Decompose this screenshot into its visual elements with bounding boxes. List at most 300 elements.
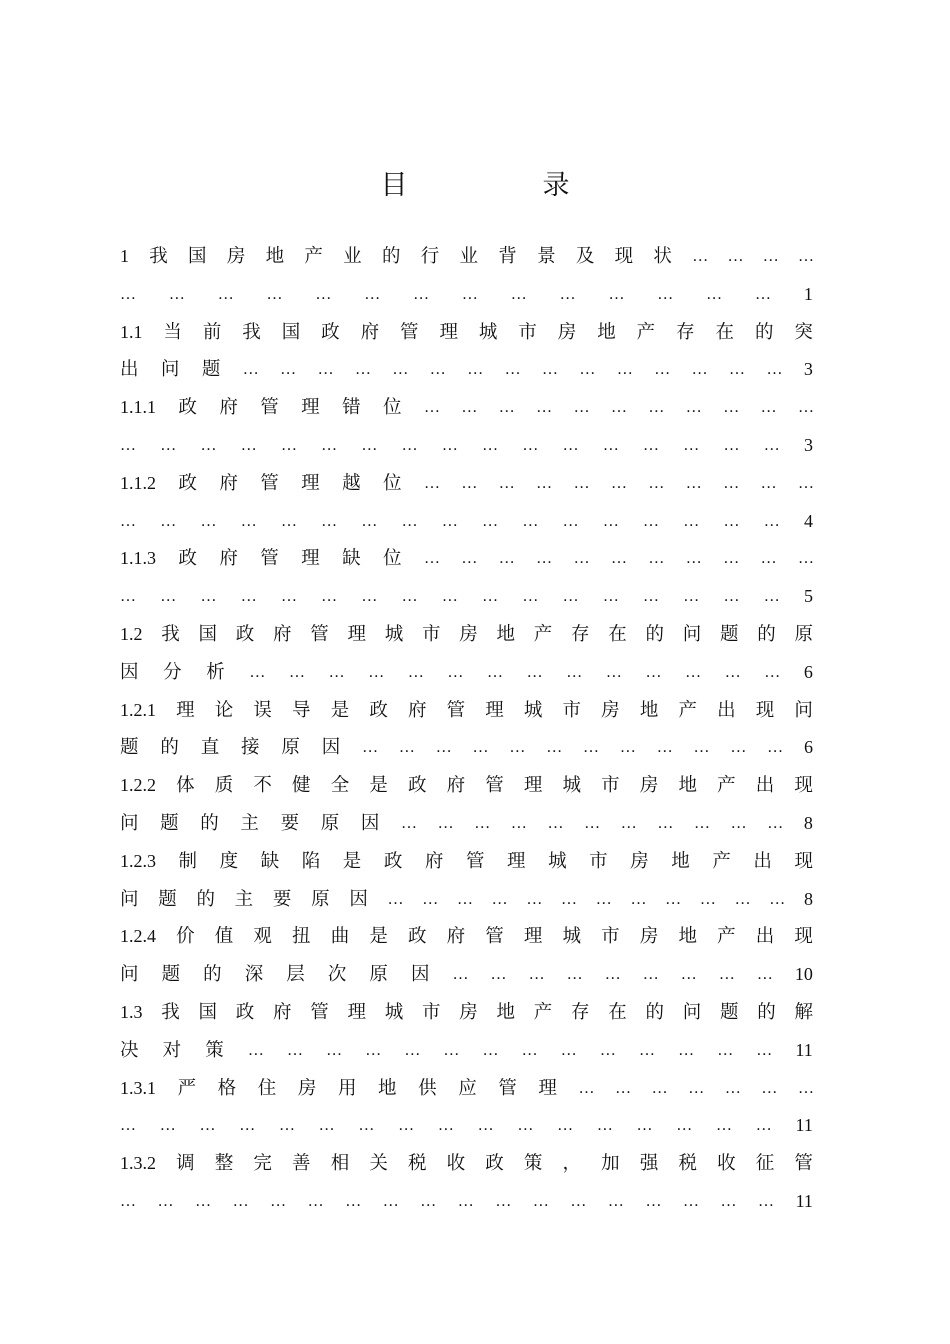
toc-leader-dots: … xyxy=(266,285,282,303)
toc-leader-dots: … xyxy=(643,588,659,606)
toc-entry-char: ， xyxy=(562,1153,582,1175)
toc-entry-char: 管 xyxy=(310,1001,329,1023)
toc-page-number: 11 xyxy=(795,1039,813,1060)
toc-leader-dots: … xyxy=(657,285,673,303)
toc-leader-dots: … xyxy=(286,1041,302,1059)
toc-leader-dots: … xyxy=(610,474,626,492)
toc-leader-dots: … xyxy=(159,1117,175,1135)
toc-entry-char: 的 xyxy=(203,964,222,986)
toc-leader-dots: … xyxy=(160,588,176,606)
toc-leader-dots: … xyxy=(730,739,746,757)
toc-leader-dots: … xyxy=(764,663,780,681)
toc-entry-char: 问 xyxy=(682,623,702,645)
toc-leader-dots: … xyxy=(400,814,416,832)
toc-entry-char: 因 xyxy=(321,737,341,759)
toc-leader-dots: … xyxy=(200,512,216,530)
toc-entry-char: 是 xyxy=(330,699,350,721)
toc-leader-dots: … xyxy=(536,399,552,417)
toc-entry-line[interactable] xyxy=(120,616,813,654)
toc-entry-char: 出 xyxy=(755,775,775,797)
toc-entry-line[interactable] xyxy=(120,654,813,692)
toc-entry-line[interactable] xyxy=(120,1183,813,1221)
toc-entry-number: 1.1.2 xyxy=(120,472,156,493)
toc-leader-dots: … xyxy=(724,663,740,681)
toc-entry-char: 地 xyxy=(496,1001,515,1023)
toc-leader-dots: … xyxy=(382,1192,398,1210)
toc-leader-dots: … xyxy=(761,1079,777,1097)
toc-entry-char: 市 xyxy=(562,699,582,721)
toc-leader-dots: … xyxy=(526,890,542,908)
toc-leader-dots: … xyxy=(365,1041,381,1059)
toc-leader-dots: … xyxy=(651,1079,667,1097)
toc-entry-char: 地 xyxy=(671,850,690,872)
toc-entry-line[interactable] xyxy=(120,767,813,805)
toc-leader-dots: … xyxy=(517,1117,533,1135)
toc-entry-char: 因 xyxy=(120,661,139,683)
toc-leader-dots: … xyxy=(682,1192,698,1210)
toc-leader-dots: … xyxy=(723,550,739,568)
toc-leader-dots: … xyxy=(683,588,699,606)
toc-leader-dots: … xyxy=(766,361,782,379)
toc-entry-char: 房 xyxy=(639,926,659,948)
toc-entry-char: 存 xyxy=(676,321,695,343)
toc-leader-dots: … xyxy=(678,1041,694,1059)
toc-leader-dots: … xyxy=(562,512,578,530)
toc-entry-char: 现 xyxy=(794,926,813,948)
toc-leader-dots: … xyxy=(683,512,699,530)
toc-entry-char: 调 xyxy=(176,1153,195,1175)
toc-leader-dots: … xyxy=(566,663,582,681)
toc-leader-dots: … xyxy=(724,1079,740,1097)
toc-leader-dots: … xyxy=(509,739,525,757)
toc-leader-dots: … xyxy=(578,1079,594,1097)
toc-leader-dots: … xyxy=(120,1117,135,1135)
toc-entry-char: 在 xyxy=(608,623,627,645)
toc-leader-dots: … xyxy=(447,663,463,681)
toc-entry-char: 理 xyxy=(538,1077,557,1099)
toc-leader-dots: … xyxy=(435,739,451,757)
toc-leader-dots: … xyxy=(608,285,624,303)
toc-entry-char: 题 xyxy=(160,812,179,834)
toc-leader-dots: … xyxy=(636,1117,652,1135)
toc-entry-char: 的 xyxy=(381,246,401,267)
toc-entry-char: 城 xyxy=(384,1001,404,1023)
toc-leader-dots: … xyxy=(542,361,558,379)
toc-entry-char: 现 xyxy=(794,775,813,797)
toc-entry-number: 1.2.1 xyxy=(120,699,156,720)
toc-entry-char: 主 xyxy=(234,888,254,910)
toc-leader-dots: … xyxy=(638,1041,654,1059)
toc-entry-char: 产 xyxy=(717,775,736,797)
toc-leader-dots: … xyxy=(240,436,256,454)
toc-entry-char: 接 xyxy=(241,737,260,759)
toc-leader-dots: … xyxy=(491,890,507,908)
toc-leader-dots: … xyxy=(200,588,216,606)
toc-entry-char: 的 xyxy=(645,1001,664,1023)
toc-entry-char: 地 xyxy=(265,246,285,267)
toc-page-number: 6 xyxy=(803,661,813,682)
toc-entry-line[interactable] xyxy=(120,314,813,352)
toc-entry-char: 房 xyxy=(459,623,478,645)
toc-entry-char: 地 xyxy=(597,321,616,343)
toc-entry-char: 要 xyxy=(272,888,292,910)
toc-entry-line[interactable] xyxy=(120,276,813,314)
toc-entry-char: 理 xyxy=(523,926,543,948)
toc-entry-char: 关 xyxy=(369,1153,388,1175)
toc-entry-char: 突 xyxy=(794,321,813,343)
toc-entry-char: 产 xyxy=(678,699,697,721)
toc-entry-char: 用 xyxy=(337,1077,357,1099)
toc-entry-char: 理 xyxy=(347,623,366,645)
toc-leader-dots: … xyxy=(557,1117,573,1135)
toc-leader-dots: … xyxy=(573,474,589,492)
toc-entry-char: 市 xyxy=(421,623,441,645)
toc-entry-char: 质 xyxy=(214,775,234,797)
toc-entry-char: 前 xyxy=(202,321,222,343)
toc-leader-dots: … xyxy=(452,966,468,984)
toc-leader-dots: … xyxy=(120,285,135,303)
toc-leader-dots: … xyxy=(723,474,739,492)
toc-leader-dots: … xyxy=(763,588,779,606)
toc-leader-dots: … xyxy=(683,436,699,454)
toc-leader-dots: … xyxy=(498,550,514,568)
toc-leader-dots: … xyxy=(559,285,575,303)
toc-leader-dots: … xyxy=(321,512,337,530)
toc-entry-char: 题 xyxy=(719,623,739,645)
toc-entry-number: 1.2.2 xyxy=(120,775,156,796)
toc-leader-dots: … xyxy=(583,739,599,757)
toc-leader-dots: … xyxy=(495,1192,511,1210)
toc-leader-dots: … xyxy=(532,1192,548,1210)
toc-entry-char: 理 xyxy=(301,548,320,570)
toc-entry-char: 论 xyxy=(214,699,234,721)
toc-entry-number: 1.2 xyxy=(120,623,143,644)
toc-leader-dots: … xyxy=(699,890,715,908)
toc-entry-char: 问 xyxy=(160,359,180,381)
toc-leader-dots: … xyxy=(607,1192,623,1210)
toc-entry-char: 现 xyxy=(794,850,813,872)
toc-entry-line[interactable] xyxy=(120,1107,813,1145)
toc-entry-char: 误 xyxy=(253,699,272,721)
toc-leader-dots: … xyxy=(691,361,707,379)
toc-entry-char: 房 xyxy=(297,1077,317,1099)
toc-entry-char: 位 xyxy=(383,397,402,419)
toc-leader-dots: … xyxy=(423,399,439,417)
toc-leader-dots: … xyxy=(596,1117,612,1135)
toc-leader-dots: … xyxy=(429,361,445,379)
toc-entry-line[interactable] xyxy=(120,843,813,881)
toc-leader-dots: … xyxy=(692,248,708,265)
toc-entry-char: 地 xyxy=(496,623,515,645)
toc-leader-dots: … xyxy=(573,399,589,417)
toc-leader-dots: … xyxy=(727,248,743,265)
toc-leader-dots: … xyxy=(760,399,776,417)
toc-entry-char: 应 xyxy=(458,1077,477,1099)
toc-entry-char: 城 xyxy=(478,321,498,343)
toc-leader-dots: … xyxy=(441,436,457,454)
toc-entry-line[interactable] xyxy=(120,503,813,541)
toc-entry-line[interactable] xyxy=(120,805,813,843)
toc-entry-char: 是 xyxy=(369,926,388,948)
toc-entry-char: 产 xyxy=(717,926,736,948)
toc-entry-char: 原 xyxy=(311,888,330,910)
toc-leader-dots: … xyxy=(200,436,216,454)
toc-leader-dots: … xyxy=(242,361,258,379)
toc-leader-dots: … xyxy=(763,512,779,530)
toc-entry-char: 理 xyxy=(301,472,320,494)
toc-leader-dots: … xyxy=(685,474,701,492)
toc-leader-dots: … xyxy=(602,436,618,454)
toc-entry-char: 因 xyxy=(410,964,430,986)
toc-entry-char: 位 xyxy=(383,472,402,494)
toc-leader-dots: … xyxy=(797,1079,813,1097)
toc-entry-char: 府 xyxy=(407,699,427,721)
toc-entry-line[interactable] xyxy=(120,918,813,956)
toc-leader-dots: … xyxy=(643,512,659,530)
toc-entry-char: 府 xyxy=(219,548,238,570)
toc-leader-dots: … xyxy=(407,663,423,681)
toc-entry-char: 政 xyxy=(235,1001,255,1023)
toc-entry-line[interactable] xyxy=(120,729,813,767)
toc-leader-dots: … xyxy=(723,399,739,417)
toc-entry-char: 政 xyxy=(407,926,427,948)
toc-entry-char: 值 xyxy=(214,926,234,948)
toc-leader-dots: … xyxy=(665,890,681,908)
toc-entry-char: 市 xyxy=(518,321,537,343)
toc-leader-dots: … xyxy=(610,399,626,417)
toc-entry-char: 出 xyxy=(753,850,772,872)
toc-leader-dots: … xyxy=(716,1117,732,1135)
toc-leader-dots: … xyxy=(798,474,813,492)
toc-leader-dots: … xyxy=(368,663,384,681)
toc-entry-char: 业 xyxy=(459,246,479,267)
toc-leader-dots: … xyxy=(288,663,304,681)
toc-leader-dots: … xyxy=(315,285,331,303)
toc-entry-char: 府 xyxy=(219,472,238,494)
toc-leader-dots: … xyxy=(521,1041,537,1059)
toc-leader-dots: … xyxy=(249,663,265,681)
toc-entry-char: 出 xyxy=(755,926,775,948)
toc-entry-char: 城 xyxy=(562,926,582,948)
toc-leader-dots: … xyxy=(461,399,477,417)
toc-leader-dots: … xyxy=(457,1192,473,1210)
toc-entry-line[interactable] xyxy=(120,540,813,578)
toc-entry-char: 整 xyxy=(214,1153,234,1175)
toc-entry-char: 管 xyxy=(446,699,466,721)
toc-leader-dots: … xyxy=(562,588,578,606)
toc-leader-dots: … xyxy=(547,814,563,832)
toc-leader-dots: … xyxy=(482,436,498,454)
toc-leader-dots: … xyxy=(482,512,498,530)
toc-leader-dots: … xyxy=(573,550,589,568)
toc-leader-dots: … xyxy=(361,436,377,454)
toc-entry-char: 因 xyxy=(360,812,380,834)
toc-leader-dots: … xyxy=(723,588,739,606)
table-of-contents xyxy=(120,238,813,1221)
toc-page-number: 1 xyxy=(803,283,813,304)
toc-leader-dots: … xyxy=(536,550,552,568)
toc-entry-char: 的 xyxy=(757,623,776,645)
toc-entry-number: 1.3.1 xyxy=(120,1077,156,1098)
toc-entry-char: 理 xyxy=(347,1001,366,1023)
toc-leader-dots: … xyxy=(120,1192,135,1210)
toc-leader-dots: … xyxy=(754,285,770,303)
toc-entry-char: 题 xyxy=(719,1001,739,1023)
toc-leader-dots: … xyxy=(599,1041,615,1059)
toc-leader-dots: … xyxy=(321,436,337,454)
toc-entry-char: 税 xyxy=(407,1153,427,1175)
toc-entry-char: 市 xyxy=(601,926,620,948)
toc-page-number: 6 xyxy=(804,737,813,758)
toc-leader-dots: … xyxy=(232,1192,248,1210)
toc-leader-dots: … xyxy=(195,1192,211,1210)
toc-entry-char: 的 xyxy=(757,1001,776,1023)
toc-entry-char: 存 xyxy=(570,1001,590,1023)
toc-leader-dots: … xyxy=(510,285,526,303)
toc-entry-char: 府 xyxy=(360,321,380,343)
toc-leader-dots: … xyxy=(498,474,514,492)
toc-entry-line[interactable] xyxy=(120,238,813,276)
toc-leader-dots: … xyxy=(602,512,618,530)
toc-leader-dots: … xyxy=(685,550,701,568)
toc-entry-char: 府 xyxy=(219,397,238,419)
toc-entry-line[interactable] xyxy=(120,1070,813,1108)
toc-entry-char: 制 xyxy=(178,850,198,872)
toc-entry-char: 度 xyxy=(219,850,239,872)
toc-entry-line[interactable] xyxy=(120,692,813,730)
toc-entry-char: 产 xyxy=(533,1001,553,1023)
toc-leader-dots: … xyxy=(604,966,620,984)
toc-entry-char: 的 xyxy=(754,321,774,343)
toc-leader-dots: … xyxy=(498,399,514,417)
toc-leader-dots: … xyxy=(361,588,377,606)
toc-entry-char: 地 xyxy=(678,775,697,797)
toc-page-number: 3 xyxy=(803,359,813,380)
toc-leader-dots: … xyxy=(630,890,646,908)
toc-entry-line[interactable] xyxy=(120,881,813,919)
toc-entry-line[interactable] xyxy=(120,1145,813,1183)
toc-entry-char: 理 xyxy=(439,321,458,343)
toc-leader-dots: … xyxy=(620,814,636,832)
toc-entry-char: 政 xyxy=(383,850,403,872)
toc-entry-char: 格 xyxy=(217,1077,237,1099)
toc-leader-dots: … xyxy=(160,436,176,454)
toc-entry-char: 问 xyxy=(794,699,813,721)
toc-entry-number: 1.2.4 xyxy=(120,926,156,947)
toc-leader-dots: … xyxy=(482,588,498,606)
toc-page-number: 11 xyxy=(795,1115,813,1136)
toc-entry-char: 府 xyxy=(272,1001,292,1023)
toc-leader-dots: … xyxy=(168,285,184,303)
toc-leader-dots: … xyxy=(487,663,503,681)
toc-entry-char: 府 xyxy=(446,926,466,948)
toc-entry-char: 陷 xyxy=(301,850,321,872)
toc-page-number: 5 xyxy=(803,586,813,607)
toc-entry-line[interactable] xyxy=(120,578,813,616)
toc-entry-char: 对 xyxy=(162,1039,182,1061)
toc-entry-char: 曲 xyxy=(330,926,350,948)
toc-entry-number: 1.1.1 xyxy=(120,397,156,418)
toc-entry-char: 在 xyxy=(715,321,735,343)
toc-page-number: 8 xyxy=(803,888,813,909)
toc-entry-char: 健 xyxy=(292,775,311,797)
toc-entry-char: 政 xyxy=(369,699,388,721)
toc-entry-char: 策 xyxy=(205,1039,224,1061)
toc-entry-char: 房 xyxy=(630,850,649,872)
toc-entry-char: 管 xyxy=(400,321,419,343)
toc-entry-char: 理 xyxy=(301,397,320,419)
toc-entry-char: 要 xyxy=(280,812,300,834)
toc-entry-line[interactable] xyxy=(120,389,813,427)
toc-leader-dots: … xyxy=(767,739,783,757)
toc-leader-dots: … xyxy=(361,512,377,530)
toc-entry-char: 地 xyxy=(378,1077,397,1099)
toc-entry-char: 的 xyxy=(196,888,215,910)
toc-leader-dots: … xyxy=(510,814,526,832)
toc-entry-line[interactable] xyxy=(120,465,813,503)
toc-entry-char: 的 xyxy=(645,623,664,645)
toc-leader-dots: … xyxy=(522,588,538,606)
toc-entry-char: 管 xyxy=(465,850,485,872)
toc-entry-char: 原 xyxy=(794,623,813,645)
toc-leader-dots: … xyxy=(420,1192,436,1210)
toc-leader-dots: … xyxy=(120,512,135,530)
toc-leader-dots: … xyxy=(526,663,542,681)
toc-entry-char: 善 xyxy=(292,1153,311,1175)
toc-leader-dots: … xyxy=(362,739,378,757)
toc-leader-dots: … xyxy=(584,814,600,832)
toc-entry-char: 现 xyxy=(755,699,775,721)
toc-entry-char: 房 xyxy=(601,699,620,721)
toc-leader-dots: … xyxy=(239,1117,255,1135)
toc-entry-char: 完 xyxy=(253,1153,272,1175)
toc-entry-char: 缺 xyxy=(260,850,280,872)
toc-leader-dots: … xyxy=(798,550,813,568)
toc-entry-char: 产 xyxy=(636,321,656,343)
toc-entry-number: 1 xyxy=(120,246,129,266)
toc-entry-char: 原 xyxy=(369,964,388,986)
toc-leader-dots: … xyxy=(657,814,673,832)
toc-entry-char: 层 xyxy=(286,964,305,986)
toc-entry-char: 国 xyxy=(281,321,301,343)
toc-entry-char: 状 xyxy=(653,246,672,267)
toc-leader-dots: … xyxy=(693,814,709,832)
toc-entry-line[interactable] xyxy=(120,956,813,994)
toc-entry-line[interactable] xyxy=(120,1032,813,1070)
toc-leader-dots: … xyxy=(423,550,439,568)
toc-leader-dots: … xyxy=(546,739,562,757)
toc-entry-char: 因 xyxy=(349,888,368,910)
toc-entry-char: 存 xyxy=(570,623,590,645)
toc-entry-line[interactable] xyxy=(120,351,813,389)
toc-leader-dots: … xyxy=(461,474,477,492)
toc-entry-line[interactable] xyxy=(120,994,813,1032)
toc-entry-line[interactable] xyxy=(120,427,813,465)
toc-entry-char: 地 xyxy=(678,926,697,948)
toc-leader-dots: … xyxy=(326,1041,342,1059)
toc-entry-char: 导 xyxy=(292,699,311,721)
toc-leader-dots: … xyxy=(723,512,739,530)
toc-entry-char: 政 xyxy=(407,775,427,797)
toc-entry-char: 管 xyxy=(485,926,504,948)
toc-entry-char: 问 xyxy=(120,964,139,986)
toc-leader-dots: … xyxy=(706,285,722,303)
toc-leader-dots: … xyxy=(354,361,370,379)
toc-entry-number: 1.1 xyxy=(120,321,143,342)
toc-leader-dots: … xyxy=(401,512,417,530)
toc-entry-char: 严 xyxy=(177,1077,197,1099)
toc-leader-dots: … xyxy=(755,1117,771,1135)
